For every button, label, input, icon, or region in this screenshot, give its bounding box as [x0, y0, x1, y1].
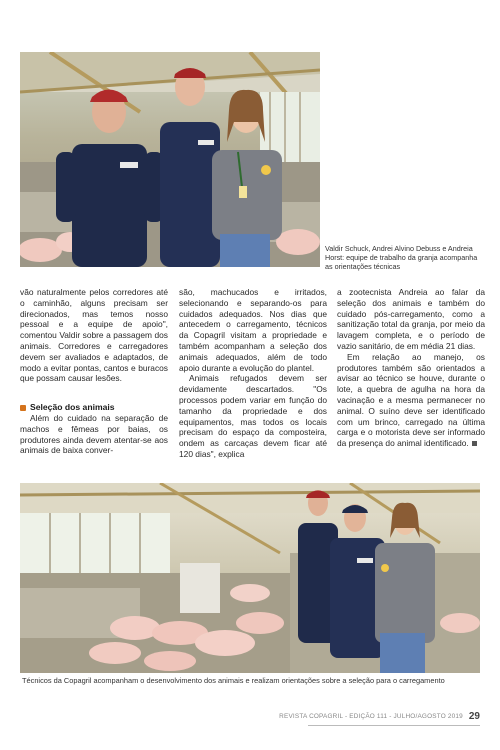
article-paragraph	[337, 352, 485, 449]
article-paragraph: Animais refugados devem ser devidamente descartados. "Os processos podem variar em função do tamanho da propriedade e dos equipamentos, mas todos os locais precisam do espaço da composteira, ondem as carcaças devem ficar até 120 dias", explica	[179, 373, 327, 459]
article-column-1	[20, 287, 168, 456]
article-column-2	[179, 287, 327, 460]
article-paragraph: Além do cuidado na separação de machos e fêmeas por baias, os produtores ainda devem atentar-se aos animais de baixa conver-	[20, 412, 168, 456]
article-paragraph: a zootecnista Andreia ao falar da seleção dos animais e também do cuidado pós-carregamento, como a sanitização total da granja, por meio da lavagem completa, e o período de vazio sanitário, de em média 21 dias.	[337, 287, 485, 351]
bottom-photo-caption: Técnicos da Copagril acompanham o desenvolvimento dos animais e realizam orientações sobre a seleção para o carregamento	[22, 676, 445, 685]
article-paragraph-text: Em relação ao manejo, os produtores também são orientados a avisar ao técnico se houve, durante o lote, a quebra de agulha na hora da vacinação e a mesma permanecer no animal. O suíno deve ser identificado com um brinco, carregado na última carga e o motorista deve ser informado da presença do animal identificado.	[337, 351, 485, 449]
footer-divider	[308, 725, 480, 726]
page-number: 29	[468, 711, 480, 722]
article-paragraph: são, machucados e irritados, selecionando e separando-os para cuidados adequados. Nos dias que antecedem o carregamento, técnicos da Copagril visitam a propriedade e também acompanham a seleção dos animais adequados, além de todo apoio durante a evolução do plantel.	[179, 287, 327, 373]
top-photo-caption: Valdir Schuck, Andrei Alvino Debuss e Andreia Horst: equipe de trabalho da granja acompanha as orientações técnicas	[325, 244, 478, 271]
section-heading-text: Seleção dos animais	[30, 402, 115, 413]
publication-info: REVISTA COPAGRIL - EDIÇÃO 111 - JULHO/AGOSTO 2019	[279, 713, 463, 720]
article-column-3	[337, 287, 485, 449]
end-of-article-icon	[472, 441, 477, 446]
top-photo	[20, 52, 320, 267]
page-footer	[279, 711, 480, 722]
bullet-square-icon	[20, 405, 26, 411]
article-paragraph: vão naturalmente pelos corredores até o caminhão, alguns precisam ser direcionados, mas temos nosso pessoal e a equipe de apoio", comentou Valdir sobre a passagem dos animais. Corredores e carregadores devem ser avaliados e adaptados, de modo a evitar pontas, cantos e buracos que possam causar lesões.	[20, 287, 168, 384]
bottom-photo-illustration	[20, 483, 480, 673]
section-heading	[20, 402, 168, 413]
bottom-photo	[20, 483, 480, 673]
top-photo-illustration	[20, 52, 320, 267]
